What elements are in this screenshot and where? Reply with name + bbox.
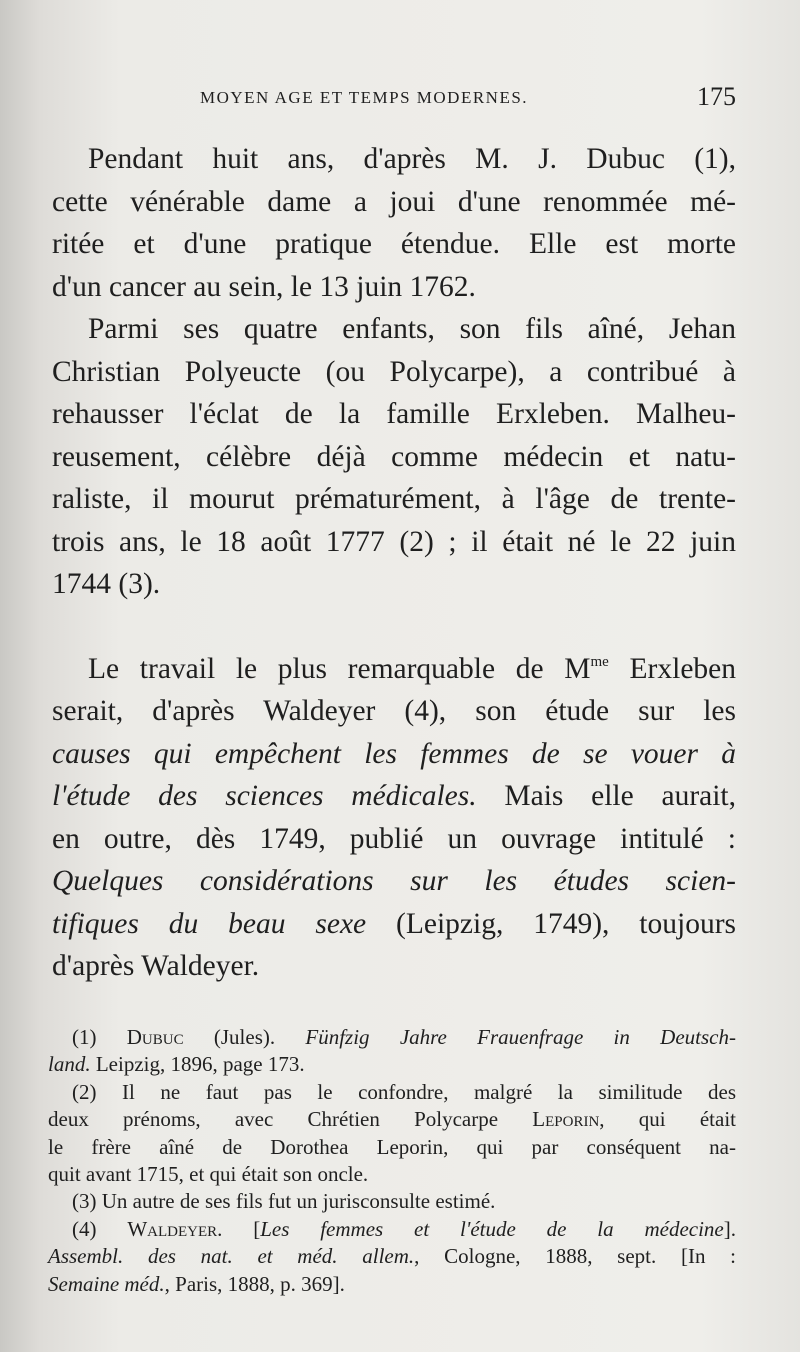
page-number: 175 [697, 82, 736, 111]
text-fragment: , Paris, 1888, p. 369]. [164, 1271, 345, 1296]
italic-title: tifiques du beau sexe [52, 907, 367, 940]
text-line [48, 1243, 736, 1270]
text-line: raliste, il mourut prématurément, à l'âge de trente- [52, 483, 736, 515]
text-fragment: Erxleben [608, 652, 737, 685]
superscript: me [590, 653, 609, 670]
text-line [48, 1051, 736, 1078]
italic-title: l'étude des sciences médicales. [52, 780, 477, 812]
italic-title: Semaine méd. [48, 1271, 165, 1296]
text-line [48, 1271, 736, 1298]
text-line [52, 860, 736, 903]
footnote-2 [48, 1079, 736, 1189]
italic-title: causes qui empêchent les femmes de se vouer à [52, 737, 736, 770]
author-name: Leporin [532, 1107, 600, 1132]
text-fragment: (Jules). [183, 1025, 306, 1049]
text-line [48, 1106, 736, 1133]
text-line: serait, d'après Waldeyer (4), son étude sur les [52, 695, 736, 727]
text-line: reusement, célèbre déjà comme médecin et natu- [52, 440, 736, 473]
italic-title: Les femmes et l'étude de la médecine [260, 1216, 724, 1241]
paragraph-1 [52, 138, 736, 308]
text-fragment: Le travail le plus remarquable de M [88, 652, 591, 685]
text-line [52, 775, 736, 818]
text-fragment: (1) [72, 1025, 127, 1049]
text-line: (3) Un autre de ses fils fut un jurisconsulte estimé. [72, 1189, 496, 1214]
text-line: 1744 (3). [52, 568, 161, 600]
main-text [52, 138, 736, 988]
text-line [52, 903, 736, 946]
text-fragment: (Leipzig, 1749), toujours [366, 907, 736, 940]
text-line [52, 648, 736, 691]
text-line: rehausser l'éclat de la famille Erxleben. Malheu- [52, 398, 736, 430]
text-line [48, 1024, 736, 1051]
paragraph-2 [52, 308, 736, 606]
text-fragment: (4) [72, 1216, 128, 1241]
text-line: d'un cancer au sein, le 13 juin 1762. [52, 270, 476, 303]
author-name: Waldeyer [127, 1216, 218, 1241]
text-line: (2) Il ne faut pas le confondre, malgré la similitude des [72, 1079, 736, 1104]
text-line [48, 1216, 736, 1243]
paragraph-3 [52, 648, 736, 988]
text-fragment: ]. [723, 1216, 736, 1241]
author-name: Dubuc [126, 1025, 184, 1049]
footnote-3 [48, 1188, 736, 1215]
text-line: Pendant huit ans, d'après M. J. Dubuc (1), [88, 143, 736, 175]
italic-title: Assembl. des nat. et méd. allem. [48, 1244, 415, 1269]
text-line: quit avant 1715, et qui était son oncle. [48, 1162, 369, 1187]
text-fragment: deux prénoms, avec Chrétien Polycarpe [48, 1107, 533, 1132]
text-fragment: . [ [217, 1216, 261, 1241]
text-line: le frère aîné de Dorothea Leporin, qui par conséquent na- [48, 1134, 736, 1159]
italic-title: Fünfzig Jahre Frauenfrage in Deutsch- [305, 1025, 736, 1049]
text-line: ritée et d'une pratique étendue. Elle est morte [52, 228, 736, 260]
text-line: trois ans, le 18 août 1777 (2) ; il était né le 22 juin [52, 525, 736, 558]
text-fragment: Leipzig, 1896, page 173. [90, 1052, 305, 1077]
text-line: d'après Waldeyer. [52, 950, 260, 982]
text-line: en outre, dès 1749, publié un ouvrage intitulé : [52, 822, 736, 855]
text-line: Parmi ses quatre enfants, son fils aîné, Jehan [88, 313, 736, 345]
text-fragment: , Cologne, 1888, sept. [In : [414, 1244, 736, 1269]
italic-title: Quelques considérations sur les études scien- [52, 865, 736, 897]
footnote-1 [48, 1024, 736, 1079]
footnote-4 [48, 1216, 736, 1298]
text-line [52, 733, 736, 776]
text-fragment: Mais elle aurait, [476, 780, 736, 812]
italic-title: land. [48, 1052, 91, 1077]
running-title: MOYEN AGE ET TEMPS MODERNES. [200, 88, 529, 107]
text-fragment: , qui était [599, 1107, 736, 1132]
page-header [200, 82, 736, 118]
footnotes [48, 1024, 736, 1298]
text-line: Christian Polyeucte (ou Polycarpe), a contribué à [52, 355, 736, 388]
text-line: cette vénérable dame a joui d'une renommée mé- [52, 185, 736, 218]
